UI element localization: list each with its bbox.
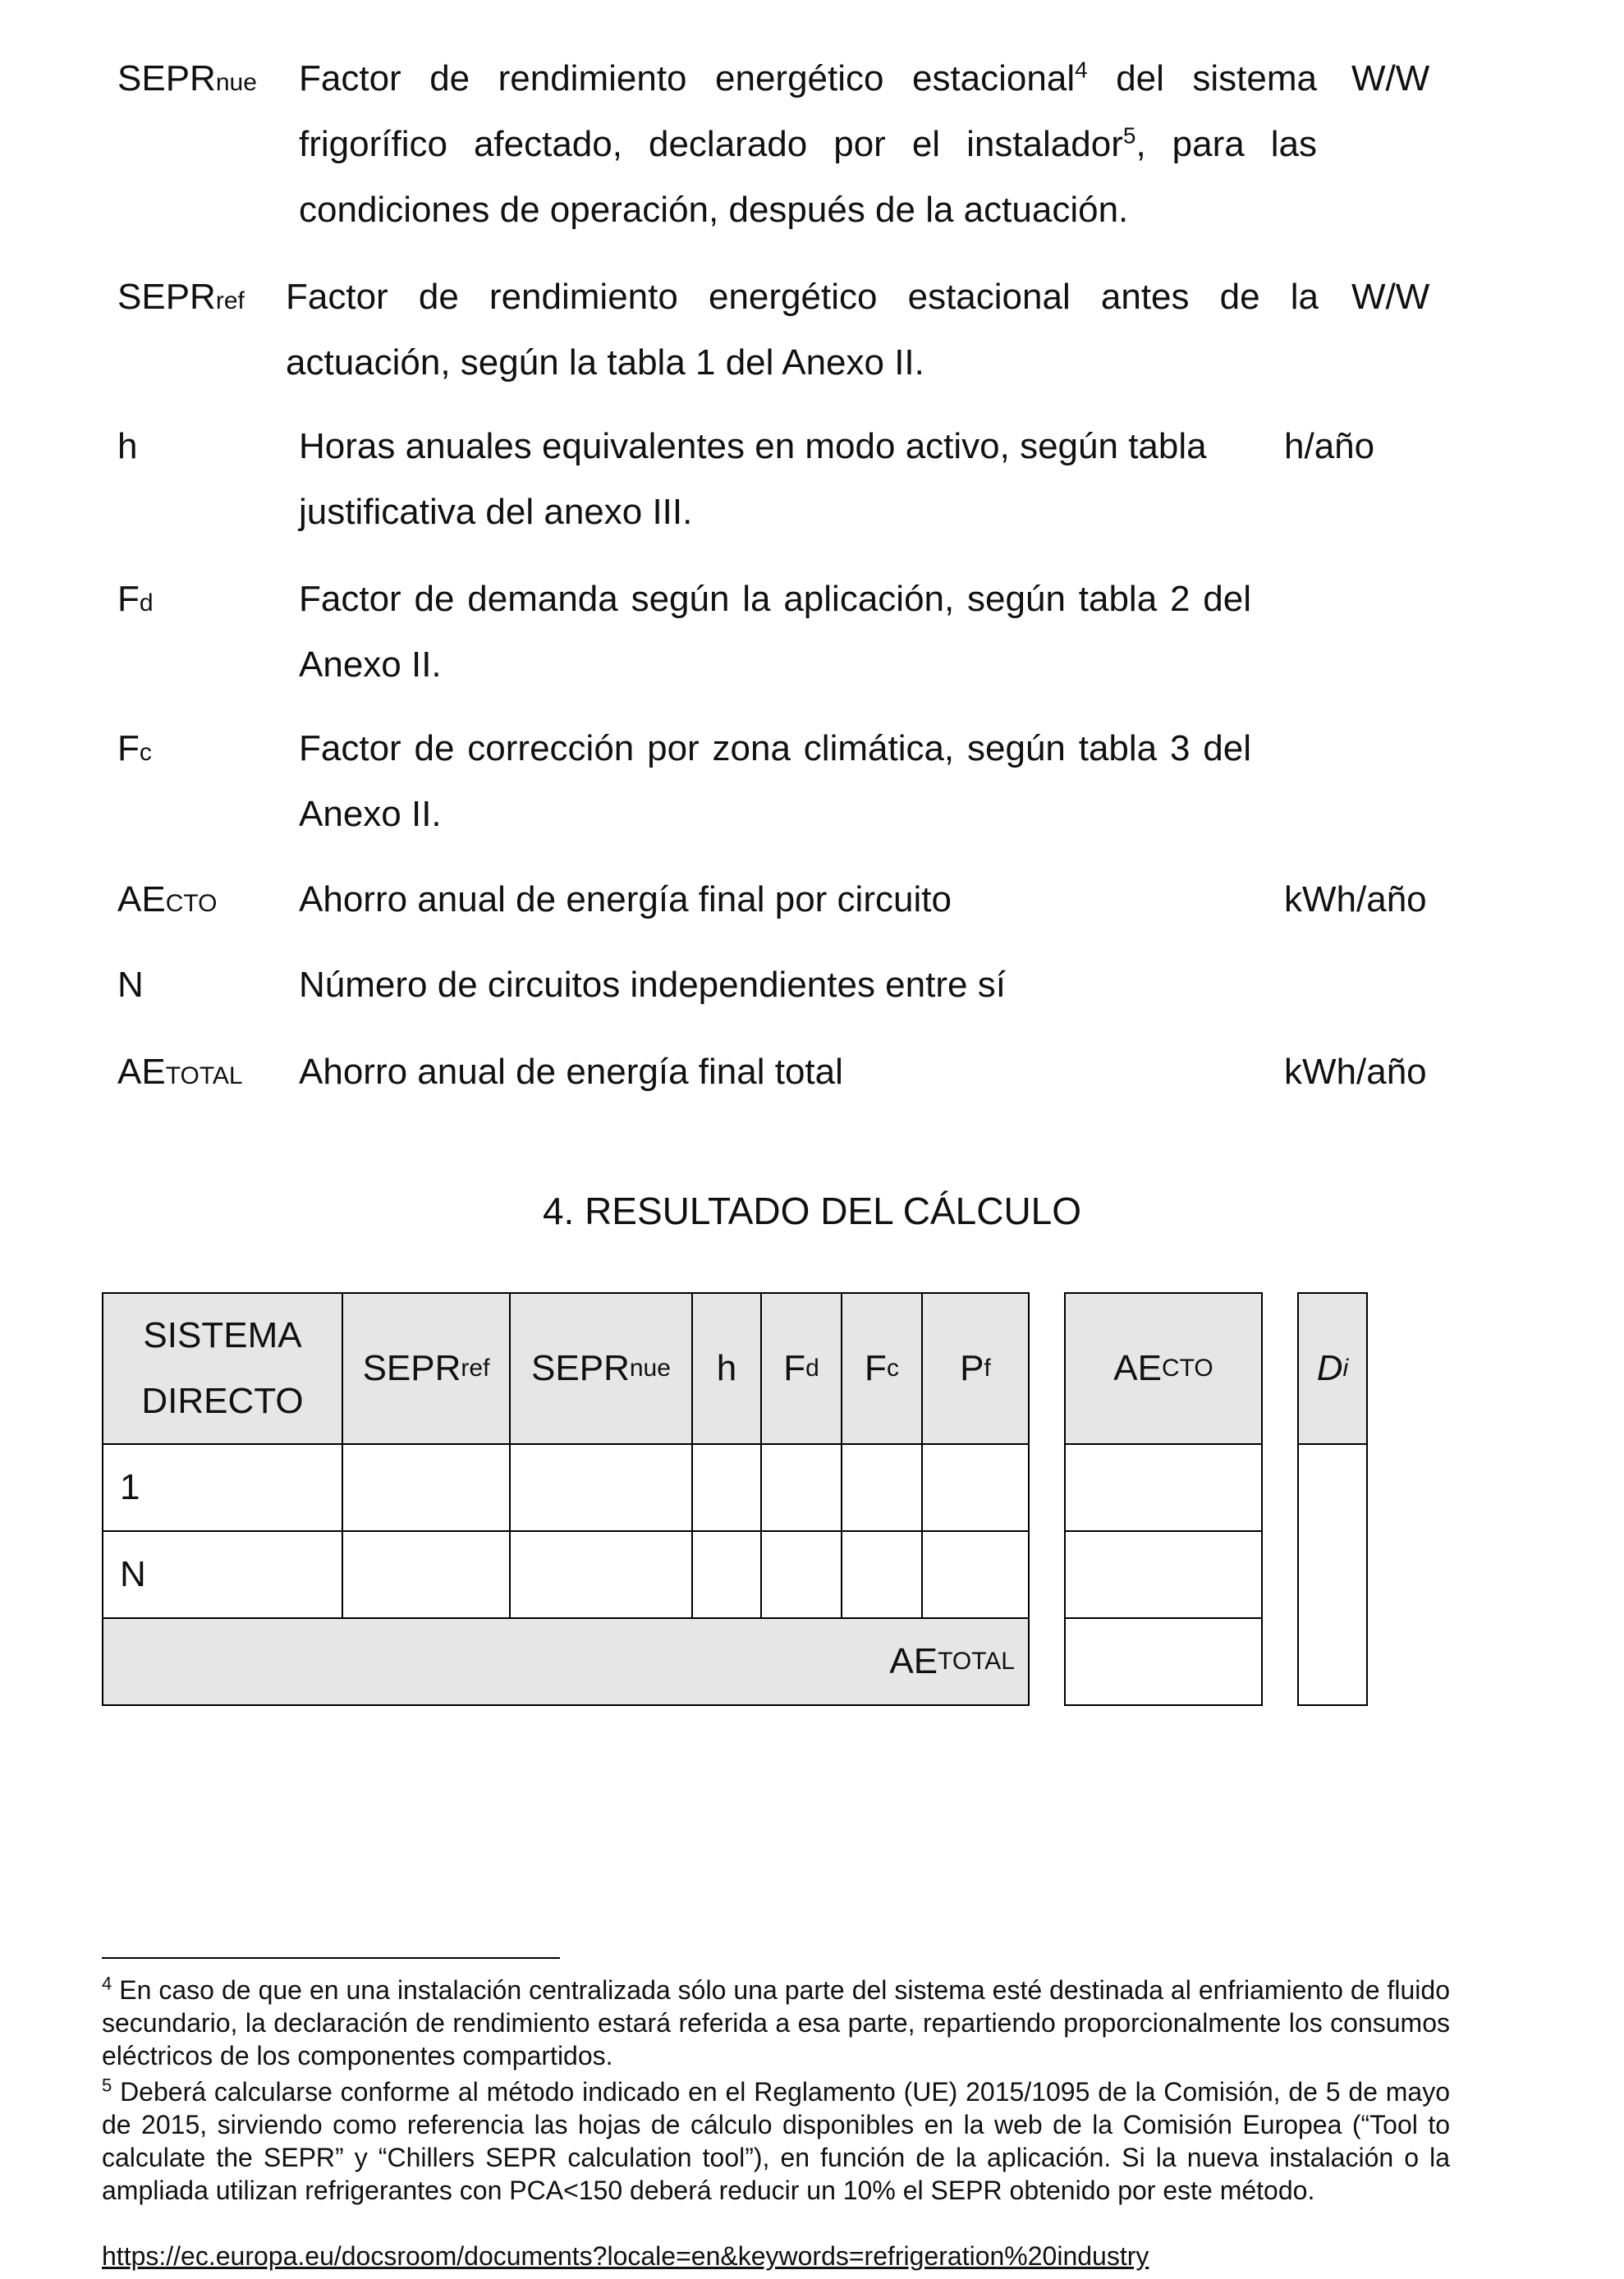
symbol-sepr-ref: SEPRref [117,277,245,317]
definition-sepr-nue: Factor de rendimiento energético estacional$^4$ del sistema frigorífico afectado, declarado por el instalador$^5$, para las condiciones de operación, después de la actuación. [299,57,1317,230]
symbol-ae-total: AETOTAL [117,1052,243,1092]
cell-di[interactable] [1297,1443,1368,1706]
cell-1-pf[interactable] [921,1443,1030,1532]
footnote-4: $^4$ En caso de que en una instalación centralizada sólo una parte del sistema esté destinada al enfriamiento de fluido secundario, la declaración de rendimiento estará referida a esa parte, repartiendo proporcionalmente los consumos eléctricos de los componentes compartidos. [102,1973,1451,2070]
definition-fd: Factor de demanda según la aplicación, según tabla 2 del Anexo II. [299,579,1251,685]
definition-fc: Factor de corrección por zona climática, según tabla 3 del Anexo II. [299,728,1251,834]
header-sepr-nue: SEPR nue [509,1292,693,1445]
cell-n-pf[interactable] [921,1530,1030,1619]
symbol-ae-cto: AECTO [117,879,218,919]
header-ae-cto: AE CTO [1064,1292,1263,1445]
footnote-separator [102,1957,560,1959]
definition-h: Horas anuales equivalentes en modo activo, según tabla justificativa del anexo III. [299,426,1207,532]
footnote-5: $^5$ Deberá calcularse conforme al método indicado en el Reglamento (UE) 2015/1095 de la Comisión, de 5 de mayo de 2015, sirviendo como referencia las hojas de cálculo disponibles en la web de la Comisión Europea (“Tool to calculate the SEPR” y “Chillers SEPR calculation tool”), en función de la aplicación. Si la nueva instalación o la ampliada utilizan refrigerantes con PCA<150 deberá reducir un 10% el SEPR obtenido por este método. [102,2075,1451,2205]
cell-1-fd[interactable] [760,1443,842,1532]
definition-ae-cto: Ahorro anual de energía final por circuito [299,879,952,919]
header-h: h [691,1292,762,1445]
cell-n-fc[interactable] [841,1530,923,1619]
unit-ae-total: kWh/año [1284,1052,1427,1092]
cell-n-ae-cto[interactable] [1064,1530,1263,1619]
header-pf: P f [921,1292,1030,1445]
cell-1-fc[interactable] [841,1443,923,1532]
header-sepr-ref: SEPR ref [342,1292,511,1445]
cell-ae-total[interactable] [1064,1617,1263,1706]
header-fc: F c [841,1292,923,1445]
unit-ae-cto: kWh/año [1284,879,1427,919]
header-di: D i [1297,1292,1368,1445]
cell-1-h[interactable] [691,1443,762,1532]
row-label-n: N [102,1530,343,1619]
definition-sepr-ref: Factor de rendimiento energético estacional antes de la actuación, según la tabla 1 del Anexo II. [286,277,1319,383]
cell-n-h[interactable] [691,1530,762,1619]
symbol-h: h [117,426,138,466]
symbol-sepr-nue: SEPRnue [117,58,257,99]
unit-h: h/año [1284,426,1375,466]
cell-1-sepr-ref[interactable] [342,1443,511,1532]
symbol-fd: Fd [117,579,154,619]
header-sistema-directo: SISTEMA DIRECTO [102,1292,343,1445]
footnote-link[interactable]: https://ec.europa.eu/docsroom/documents?locale=en&keywords=refrigeration%20industry [102,2241,1149,2271]
definition-ae-total: Ahorro anual de energía final total [299,1052,843,1092]
cell-1-sepr-nue[interactable] [509,1443,693,1532]
definition-n: Número de circuitos independientes entre sí [299,965,1006,1005]
unit-sepr-ref: W/W [1351,277,1430,317]
symbol-fc: Fc [117,728,152,768]
header-fd: F d [760,1292,842,1445]
cell-n-sepr-nue[interactable] [509,1530,693,1619]
symbol-n: N [117,965,144,1005]
cell-1-ae-cto[interactable] [1064,1443,1263,1532]
section-title: 4. RESULTADO DEL CÁLCULO [542,1190,1082,1232]
total-label: AE TOTAL [102,1617,1030,1706]
cell-n-sepr-ref[interactable] [342,1530,511,1619]
cell-n-fd[interactable] [760,1530,842,1619]
unit-sepr-nue: W/W [1351,58,1430,99]
row-label-1: 1 [102,1443,343,1532]
